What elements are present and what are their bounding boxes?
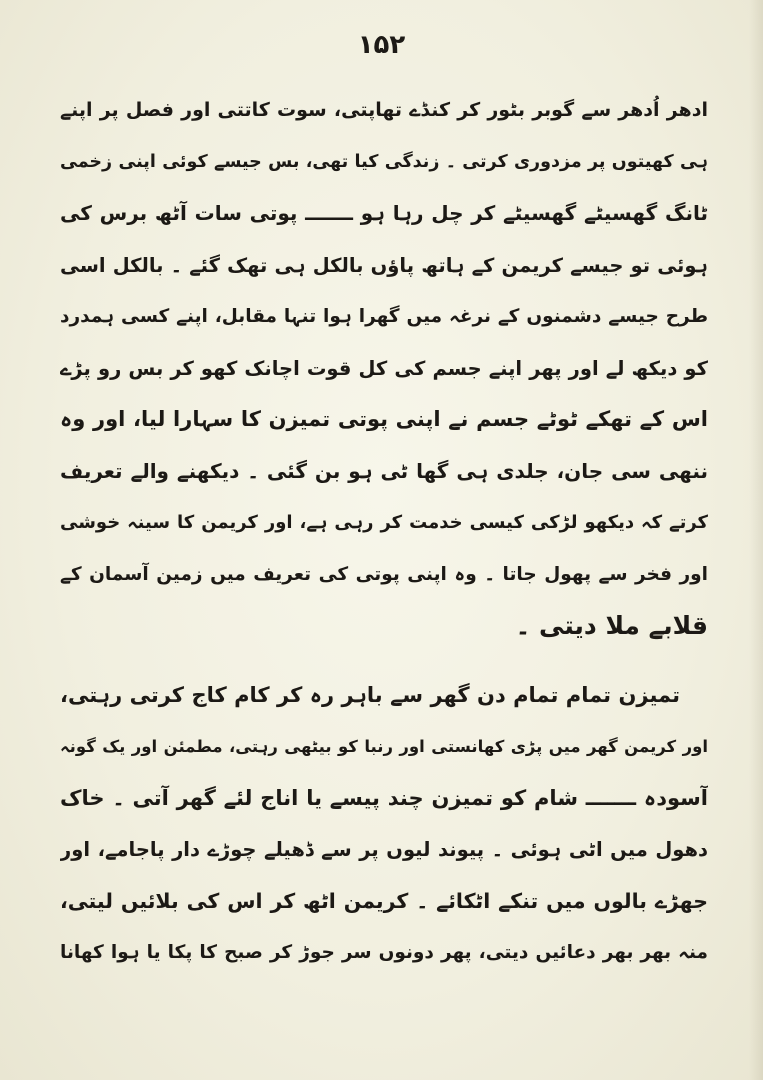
- text-line: اور کریمن گھر میں پڑی کھانستی اور رنبا کو بیٹھی رہتی، مطمئن اور یک گونہ: [60, 737, 708, 756]
- text-line: کرتے کہ دیکھو لڑکی کیسی خدمت کر رہی ہے، اور کریمن کا سینہ خوشی: [60, 512, 708, 533]
- text-line: تمیزن تمام تمام دن گھر سے باہر رہ کر کام کاج کرتی رہتی،: [60, 682, 680, 707]
- text-line: منہ بھر بھر دعائیں دیتی، پھر دونوں سر جوڑ کر صبح کا پکا یا ہوا کھانا: [60, 942, 708, 963]
- text-line: قلابے ملا دیتی ۔: [515, 611, 708, 640]
- text-line: ہی کھیتوں پر مزدوری کرتی ۔ زندگی کیا تھی، بس جیسے کوئی اپنی زخمی: [60, 151, 708, 172]
- page-number: ۱۵۲: [357, 30, 406, 60]
- page-edge-shadow: [749, 0, 763, 1080]
- text-line: دھول میں اٹی ہوئی ۔ پیوند لیوں پر سے ڈھیلے چوڑے دار پاجامے، اور: [60, 838, 708, 861]
- text-line: ادھر اُدھر سے گوبر بٹور کر کنڈے تھاپتی، سوت کاتتی اور فصل پر اپنے: [60, 99, 708, 121]
- body-text: [60, 85, 708, 979]
- text-line: جھڑے بالوں میں تنکے اٹکائے ۔ کریمن اٹھ کر اس کی بلائیں لیتی،: [60, 888, 708, 913]
- paragraph-gap: [60, 652, 708, 670]
- text-line: ہوئی تو جیسے کریمن کے ہاتھ پاؤں بالکل ہی تھک گئے ۔ بالکل اسی: [60, 253, 708, 277]
- text-line: اس کے تھکے ٹوٹے جسم نے اپنی پوتی تمیزن کا سہارا لیا، اور وہ: [60, 407, 708, 431]
- text-line: اور فخر سے پھول جاتا ۔ وہ اپنی پوتی کی تعریف میں زمین آسمان کے: [60, 563, 708, 585]
- text-line: ٹانگ گھسیٹے گھسیٹے کر چل رہا ہو ـــــــ پوتی سات آٹھ برس کی: [60, 201, 708, 225]
- text-line: طرح جیسے دشمنوں کے نرغہ میں گھرا ہوا تنہا مقابل، اپنے کسی ہمدرد: [60, 306, 708, 327]
- text-line: کو دیکھ لے اور پھر اپنے جسم کی کل قوت اچانک کھو کر بس رو پڑے: [60, 356, 708, 380]
- text-line: آسودہ ـــــــ شام کو تمیزن چند پیسے یا اناج لئے گھر آتی ۔ خاک: [60, 785, 708, 810]
- text-line: ننھی سی جان، جلدی ہی گھا ٹی ہو بن گئی ۔ دیکھنے والے تعریف: [60, 458, 708, 483]
